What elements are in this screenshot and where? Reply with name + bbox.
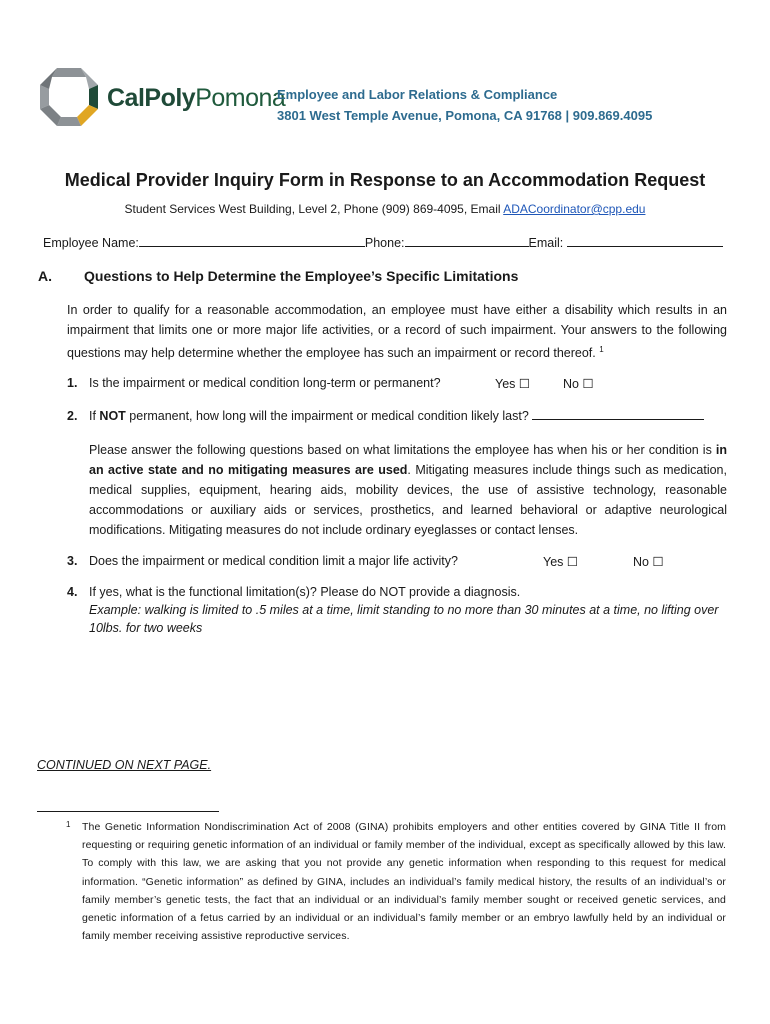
- question-3: [67, 554, 458, 568]
- octagon-ring-logo-icon: [36, 64, 102, 130]
- calpoly-pomona-logo: [36, 64, 286, 134]
- department-name: Employee and Labor Relations & Compliance: [277, 87, 558, 102]
- logo-pomona: Pomona: [195, 84, 286, 112]
- section-intro-text: In order to qualify for a reasonable accommodation, an employee must have either a disability which results in an impairment that limits one or more major life activities, or a record of such impairment. Your answers to the following questions may help determine whether the employee has such an impairment or record thereof.: [67, 303, 727, 361]
- question-2-post: permanent, how long will the impairment or medical condition likely last?: [125, 409, 529, 423]
- question-3-number: 3.: [67, 554, 78, 568]
- question-3-yes-checkbox[interactable]: Yes ☐: [543, 555, 579, 569]
- section-letter: A.: [38, 268, 52, 284]
- question-4-example: Example: walking is limited to .5 miles at a time, limit standing to no more than 30 minutes at a time, no lifting over 10lbs. for two weeks: [89, 603, 719, 635]
- footnote-mark: 1: [66, 820, 71, 829]
- question-4: [67, 583, 729, 637]
- instructions-pre: Please answer the following questions based on what limitations the employee has when his or her condition is: [89, 443, 716, 457]
- question-2-answer-field[interactable]: [532, 407, 704, 420]
- footnote-divider: [37, 811, 219, 812]
- employee-name-field[interactable]: [139, 234, 365, 247]
- subtitle: [0, 202, 770, 216]
- email-field[interactable]: [567, 234, 723, 247]
- question-1-no-checkbox[interactable]: No ☐: [563, 377, 594, 391]
- question-1-number: 1.: [67, 376, 78, 390]
- subtitle-text: Student Services West Building, Level 2, Phone (909) 869-4095, Email: [124, 202, 504, 216]
- footnote-text: The Genetic Information Nondiscrimination Act of 2008 (GINA) prohibits employers and other entities covered by GINA Title II from requesting or requiring genetic information of an individual or family member of the individual, except as specifically allowed by this law. To comply with this law, we are asking that you not provide any genetic information when responding to this request for medical information. “Genetic information” as defined by GINA, includes an individual’s family medical history, the results of an individual’s or family member’s genetic tests, the fact that an individual or an individual’s family member sought or received genetic services, and genetic information of a fetus carried by an individual or an individual’s family member or an embryo lawfully held by an individual or family member receiving assistive reproductive services.: [82, 821, 726, 943]
- question-2-bold: NOT: [99, 409, 126, 423]
- question-4-text: If yes, what is the functional limitation(s)? Please do NOT provide a diagnosis.: [89, 585, 521, 599]
- department-address: 3801 West Temple Avenue, Pomona, CA 91768 | 909.869.4095: [277, 108, 653, 123]
- logo-wordmark: [107, 84, 285, 113]
- employee-fields: [43, 234, 723, 250]
- question-1-text: Is the impairment or medical condition long-term or permanent?: [89, 376, 441, 390]
- continued-notice: CONTINUED ON NEXT PAGE.: [37, 758, 212, 772]
- question-4-number: 4.: [67, 585, 78, 599]
- phone-field[interactable]: [405, 234, 529, 247]
- question-2-pre: If: [89, 409, 100, 423]
- instructions-bold: in an active state and no mitigating measures are used: [89, 443, 727, 477]
- question-1: [67, 376, 441, 390]
- phone-label: Phone:: [364, 236, 405, 250]
- email-label: Email:: [528, 236, 567, 250]
- question-2-number: 2.: [67, 409, 78, 423]
- email-link[interactable]: ADACoordinator@cpp.edu: [503, 202, 646, 216]
- question-2: [67, 407, 704, 423]
- header-contact: [277, 84, 652, 126]
- logo-cal: CalPoly: [107, 84, 196, 112]
- footnote-ref: 1: [599, 345, 604, 354]
- question-3-no-checkbox[interactable]: No ☐: [633, 555, 664, 569]
- section-title: Questions to Help Determine the Employee’s Specific Limitations: [84, 268, 519, 284]
- instructions-paragraph: [89, 440, 727, 540]
- instructions-post: . Mitigating measures include things such as medication, medical supplies, equipment, hearing aids, mobility devices, the use of assistive technology, reasonable accommodations or auxiliary aids or services, prosthetics, and learned behavioral or adaptive neurological modifications. Mitigating measures do not include ordinary eyeglasses or contact lenses.: [89, 463, 727, 537]
- question-1-yes-checkbox[interactable]: Yes ☐: [495, 377, 531, 391]
- section-intro: [67, 300, 727, 363]
- question-3-text: Does the impairment or medical condition limit a major life activity?: [89, 554, 458, 568]
- page-title: Medical Provider Inquiry Form in Response to an Accommodation Request: [64, 170, 706, 190]
- employee-name-label: Employee Name:: [43, 236, 139, 250]
